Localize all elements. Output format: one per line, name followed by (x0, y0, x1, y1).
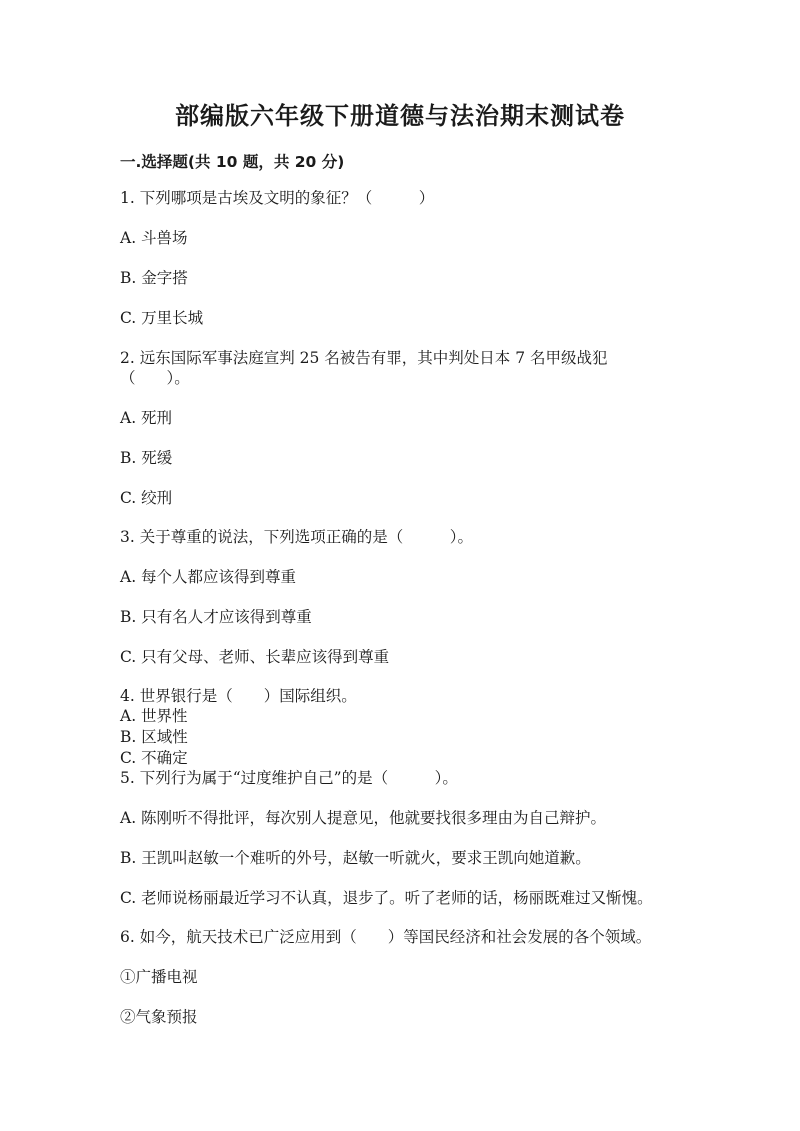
question-2-option-b: B. 死缓 (120, 449, 173, 467)
question-5-option-b: B. 王凯叫赵敏一个难听的外号，赵敏一听就火，要求王凯向她道歉。 (120, 849, 591, 867)
question-2-option-a: A. 死刑 (120, 409, 173, 427)
section-heading: 一.选择题(共 10 题，共 20 分) (120, 153, 345, 171)
question-3-option-b: B. 只有名人才应该得到尊重 (120, 608, 312, 626)
question-4-option-b: B. 区域性 (120, 728, 188, 746)
question-2-option-c: C. 绞刑 (120, 489, 173, 507)
question-1-option-c: C. 万里长城 (120, 309, 204, 327)
question-4-stem: 4. 世界银行是（ ）国际组织。 (120, 687, 357, 705)
question-1-option-b: B. 金字搭 (120, 269, 188, 287)
question-3-option-c: C. 只有父母、老师、长辈应该得到尊重 (120, 648, 390, 666)
question-5-option-c: C. 老师说杨丽最近学习不认真，退步了。听了老师的话，杨丽既难过又惭愧。 (120, 889, 653, 907)
question-4-option-c: C. 不确定 (120, 749, 188, 767)
question-5-stem: 5. 下列行为属于“过度维护自己”的是（ ）。 (120, 769, 458, 787)
question-6-item-2: ②气象预报 (120, 1008, 198, 1026)
question-3-stem: 3. 关于尊重的说法，下列选项正确的是（ ）。 (120, 528, 473, 546)
question-3-option-a: A. 每个人都应该得到尊重 (120, 568, 297, 586)
question-6-stem: 6. 如今，航天技术已广泛应用到（ ）等国民经济和社会发展的各个领域。 (120, 928, 652, 946)
page-title: 部编版六年级下册道德与法治期末测试卷 (175, 102, 625, 130)
question-4-option-a: A. 世界性 (120, 707, 188, 725)
question-5-option-a: A. 陈刚听不得批评，每次别人提意见，他就要找很多理由为自己辩护。 (120, 809, 607, 827)
question-1-stem: 1. 下列哪项是古埃及文明的象征？（ ） (120, 189, 435, 207)
question-2-stem: 2. 远东国际军事法庭宣判 25 名被告有罪，其中判处日本 7 名甲级战犯 (120, 349, 608, 367)
question-6-item-1: ①广播电视 (120, 968, 198, 986)
question-2-stem-continued: （ ）。 (120, 369, 190, 387)
question-1-option-a: A. 斗兽场 (120, 229, 188, 247)
